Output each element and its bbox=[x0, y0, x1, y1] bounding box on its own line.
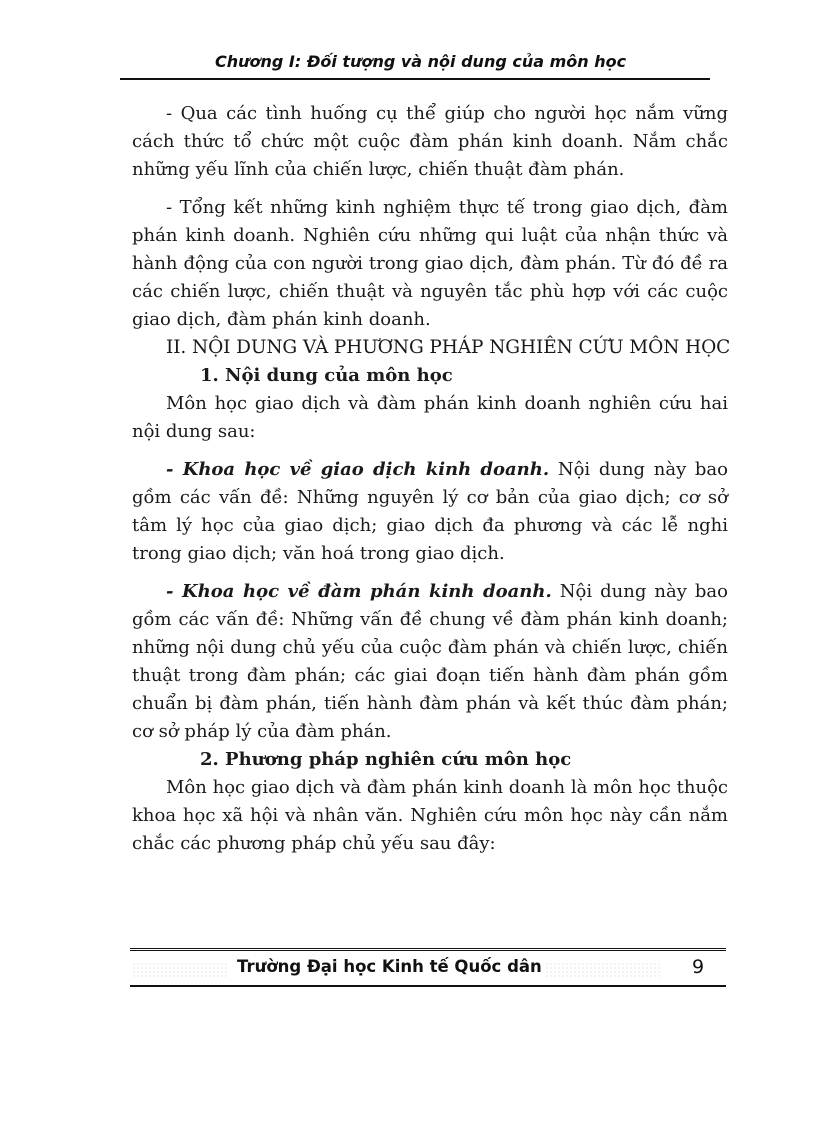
paragraph: Môn học giao dịch và đàm phán kinh doanh là môn học thuộc khoa học xã hội và nhân văn. Nghiên cứu môn học này cần nắm chắc các phương pháp chủ yếu sau đây: bbox=[132, 777, 728, 854]
scan-noise bbox=[545, 962, 660, 978]
footer-divider bbox=[130, 948, 726, 951]
scan-noise bbox=[132, 962, 227, 978]
institution-name: Trường Đại học Kinh tế Quốc dân bbox=[237, 957, 542, 976]
item-term: - Khoa học về đàm phán kinh doanh. bbox=[166, 581, 552, 602]
item-text: Nội dung này bao gồm các vấn đề: Những nguyên lý cơ bản của giao dịch; cơ sở tâm lý học của giao dịch; giao dịch đa phương và các lễ nghi trong giao dịch; văn hoá trong giao dịch. bbox=[132, 459, 729, 564]
page-body bbox=[132, 100, 731, 858]
chapter-title: Chương I: Đối tượng và nội dung của môn học bbox=[215, 52, 627, 71]
item-text: Nội dung này bao gồm các vấn đề: Những vấn đề chung về đàm phán kinh doanh; những nội dung chủ yếu của cuộc đàm phán và chiến lược, chiến thuật trong đàm phán; các giai đoạn tiến hành đàm phán gồm chuẩn bị đàm phán, tiến hành đàm phán và kết thúc đàm phán; cơ sở pháp lý của đàm phán. bbox=[132, 581, 728, 742]
footer-bottom-rule bbox=[130, 985, 726, 987]
paragraph: - Qua các tình huống cụ thể giúp cho người học nắm vững cách thức tổ chức một cuộc đàm phán kinh doanh. Nắm chắc những yếu lĩnh của chiến lược, chiến thuật đàm phán. bbox=[132, 103, 728, 180]
section-heading: II. NỘI DUNG VÀ PHƯƠNG PHÁP NGHIÊN CỨU MÔN HỌC bbox=[166, 337, 731, 358]
list-item bbox=[132, 456, 728, 568]
item-term: - Khoa học về giao dịch kinh doanh. bbox=[166, 459, 550, 480]
paragraph: Môn học giao dịch và đàm phán kinh doanh nghiên cứu hai nội dung sau: bbox=[132, 393, 728, 442]
list-item bbox=[132, 578, 728, 746]
subsection-heading: 1. Nội dung của môn học bbox=[200, 365, 453, 386]
subsection-heading: 2. Phương pháp nghiên cứu môn học bbox=[200, 749, 572, 770]
paragraph: - Tổng kết những kinh nghiệm thực tế trong giao dịch, đàm phán kinh doanh. Nghiên cứu những qui luật của nhận thức và hành động của con người trong giao dịch, đàm phán. Từ đó đề ra các chiến lược, chiến thuật và nguyên tắc phù hợp với các cuộc giao dịch, đàm phán kinh doanh. bbox=[132, 197, 728, 330]
page-number: 9 bbox=[692, 956, 705, 978]
header-divider bbox=[120, 78, 710, 80]
